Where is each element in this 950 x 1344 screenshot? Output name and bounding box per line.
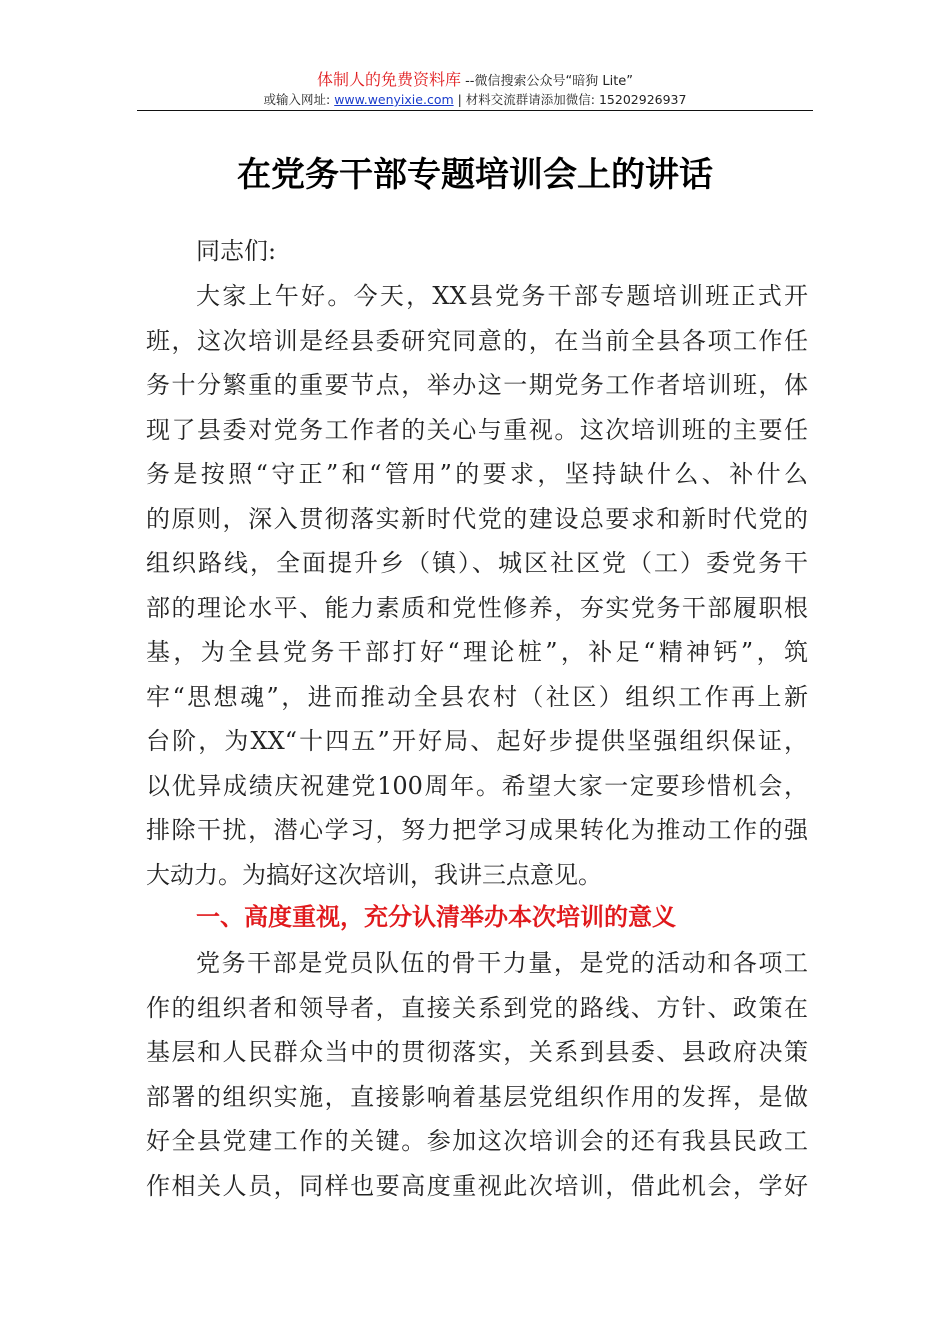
paragraph-line: 部的理论水平、能力素质和党性修养，夯实党务干部履职根 (146, 593, 808, 622)
paragraph-line: 务十分繁重的重要节点，举办这一期党务工作者培训班，体 (146, 371, 808, 399)
paragraph-line: 基，为全县党务干部打好“理论桩”，补足“精神钙”，筑 (146, 638, 808, 666)
paragraph-line: 班，这次培训是经县委研究同意的，在当前全县各项工作任 (146, 326, 808, 355)
header-brand: 体制人的免费资料库 (316, 70, 461, 89)
paragraph-line: 作的组织者和领导者，直接关系到党的路线、方针、政策在 (146, 993, 808, 1022)
section-heading-1: 一、高度重视，充分认清举办本次培训的意义 (196, 903, 676, 931)
header-divider (137, 110, 813, 111)
paragraph-line: 务是按照“守正”和“管用”的要求，坚持缺什么、补什么 (146, 460, 808, 488)
paragraph-line: 大家上午好。今天，XX县党务干部专题培训班正式开 (196, 282, 808, 310)
header-url-link[interactable]: www.wenyixie.com (334, 92, 454, 107)
paragraph-line: 台阶，为XX“十四五”开好局、起好步提供坚强组织保证， (146, 727, 808, 755)
paragraph-line: 大动力。为搞好这次培训，我讲三点意见。 (146, 860, 602, 889)
salutation: 同志们: (196, 237, 277, 265)
header-url-prefix: 或输入网址: (263, 92, 335, 107)
paragraph-line: 基层和人民群众当中的贯彻落实，关系到县委、县政府决策 (146, 1038, 808, 1066)
paragraph-line: 作相关人员，同样也要高度重视此次培训，借此机会，学好 (146, 1171, 808, 1200)
paragraph-line: 部署的组织实施，直接影响着基层党组织作用的发挥，是做 (146, 1082, 808, 1111)
paragraph-section-1 (146, 941, 808, 1208)
paragraph-line: 党务干部是党员队伍的骨干力量，是党的活动和各项工 (196, 949, 808, 977)
paragraph-intro (146, 274, 808, 897)
paragraph-line: 以优异成绩庆祝建党100周年。希望大家一定要珍惜机会， (146, 771, 808, 800)
paragraph-line: 好全县党建工作的关键。参加这次培训会的还有我县民政工 (146, 1127, 808, 1155)
paragraph-line: 排除干扰，潜心学习，努力把学习成果转化为推动工作的强 (146, 816, 808, 844)
paragraph-line: 现了县委对党务工作者的关心与重视。这次培训班的主要任 (146, 415, 808, 444)
paragraph-line: 牢“思想魂”，进而推动全县农村（社区）组织工作再上新 (146, 682, 808, 711)
header-contact: | 材料交流群请添加微信: 15202926937 (453, 92, 687, 107)
header-banner (0, 70, 950, 92)
paragraph-line: 组织路线，全面提升乡（镇）、城区社区党（工）委党务干 (146, 549, 808, 577)
header-contact-line (0, 91, 950, 108)
salutation-block (146, 229, 808, 274)
paragraph-line: 的原则，深入贯彻落实新时代党的建设总要求和新时代党的 (146, 504, 808, 533)
header-slogan: --微信搜索公众号“暗狗 Lite” (460, 74, 634, 89)
document-title: 在党务干部专题培训会上的讲话 (237, 155, 713, 195)
